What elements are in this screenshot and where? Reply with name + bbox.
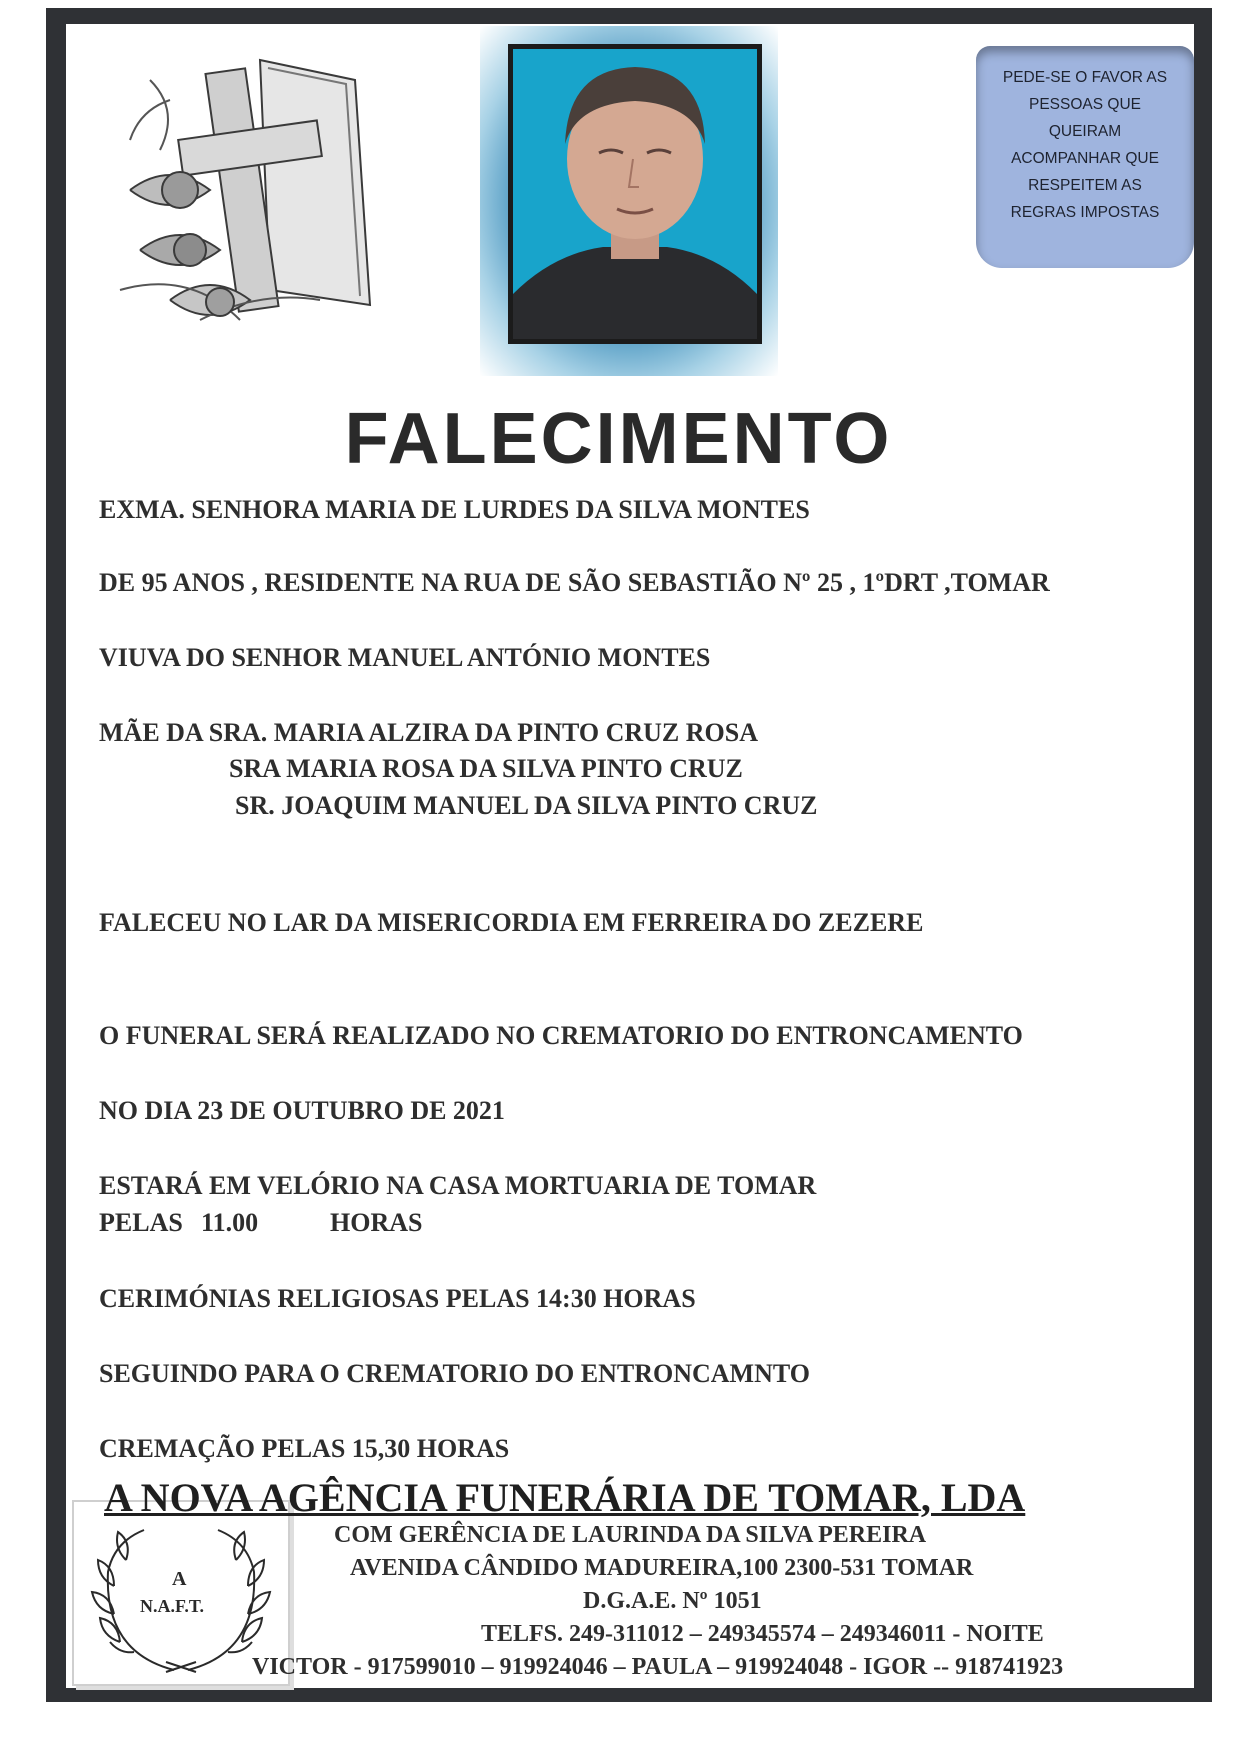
deceased-name: EXMA. SENHORA MARIA DE LURDES DA SILVA MONTES bbox=[99, 495, 810, 524]
notice-line: ACOMPANHAR QUE bbox=[1011, 150, 1159, 167]
age-address: DE 95 ANOS , RESIDENTE NA RUA DE SÃO SEBASTIÃO Nº 25 , 1ºDRT ,TOMAR bbox=[99, 568, 1050, 597]
agency-name: A NOVA AGÊNCIA FUNERÁRIA DE TOMAR, LDA bbox=[104, 1475, 1026, 1520]
logo-initials: N.A.F.T. bbox=[140, 1596, 205, 1616]
funeral-date: NO DIA 23 DE OUTUBRO DE 2021 bbox=[99, 1096, 505, 1125]
wake-location: ESTARÁ EM VELÓRIO NA CASA MORTUARIA DE TOMAR bbox=[99, 1171, 817, 1200]
funeral-location: O FUNERAL SERÁ REALIZADO NO CREMATORIO DO ENTRONCAMENTO bbox=[99, 1021, 1023, 1050]
cremation-time: CREMAÇÃO PELAS 15,30 HORAS bbox=[99, 1434, 510, 1463]
notice-line: PEDE-SE O FAVOR AS bbox=[1002, 69, 1168, 86]
notice-line: RESPEITEM AS bbox=[1028, 177, 1142, 194]
wake-time-label: PELAS bbox=[99, 1208, 183, 1237]
page-title: FALECIMENTO bbox=[344, 399, 893, 479]
deceased-portrait bbox=[508, 44, 762, 344]
notice-line: REGRAS IMPOSTAS bbox=[1010, 204, 1160, 221]
agency-phones: TELFS. 249-311012 – 249345574 – 249346011 - NOITE bbox=[481, 1621, 1044, 1647]
notice-box bbox=[976, 46, 1194, 268]
agency-management: COM GERÊNCIA DE LAURINDA DA SILVA PEREIRA bbox=[334, 1522, 927, 1548]
agency-address: AVENIDA CÂNDIDO MADUREIRA,100 2300-531 TOMAR bbox=[350, 1555, 974, 1581]
widow-of: VIUVA DO SENHOR MANUEL ANTÓNIO MONTES bbox=[99, 643, 711, 672]
following-note: SEGUINDO PARA O CREMATORIO DO ENTRONCAMNTO bbox=[99, 1359, 810, 1388]
ceremony-time: CERIMÓNIAS RELIGIOSAS PELAS 14:30 HORAS bbox=[99, 1284, 696, 1313]
notice-line: PESSOAS QUE bbox=[1029, 96, 1141, 113]
child-name: SRA MARIA ROSA DA SILVA PINTO CRUZ bbox=[229, 754, 743, 783]
child-name: SR. JOAQUIM MANUEL DA SILVA PINTO CRUZ bbox=[235, 791, 818, 820]
mother-of: MÃE DA SRA. MARIA ALZIRA DA PINTO CRUZ ROSA bbox=[99, 718, 759, 747]
place-of-death: FALECEU NO LAR DA MISERICORDIA EM FERREIRA DO ZEZERE bbox=[99, 908, 924, 937]
agency-license: D.G.A.E. Nº 1051 bbox=[583, 1588, 762, 1614]
cross-lily-icon bbox=[110, 40, 380, 350]
logo-letter: A bbox=[172, 1568, 187, 1590]
agency-contacts: VICTOR - 917599010 – 919924046 – PAULA – 919924048 - IGOR -- 918741923 bbox=[252, 1654, 1064, 1680]
wake-time: 11.00 bbox=[201, 1208, 259, 1237]
wake-time-unit: HORAS bbox=[330, 1208, 423, 1237]
notice-line: QUEIRAM bbox=[1048, 123, 1122, 140]
